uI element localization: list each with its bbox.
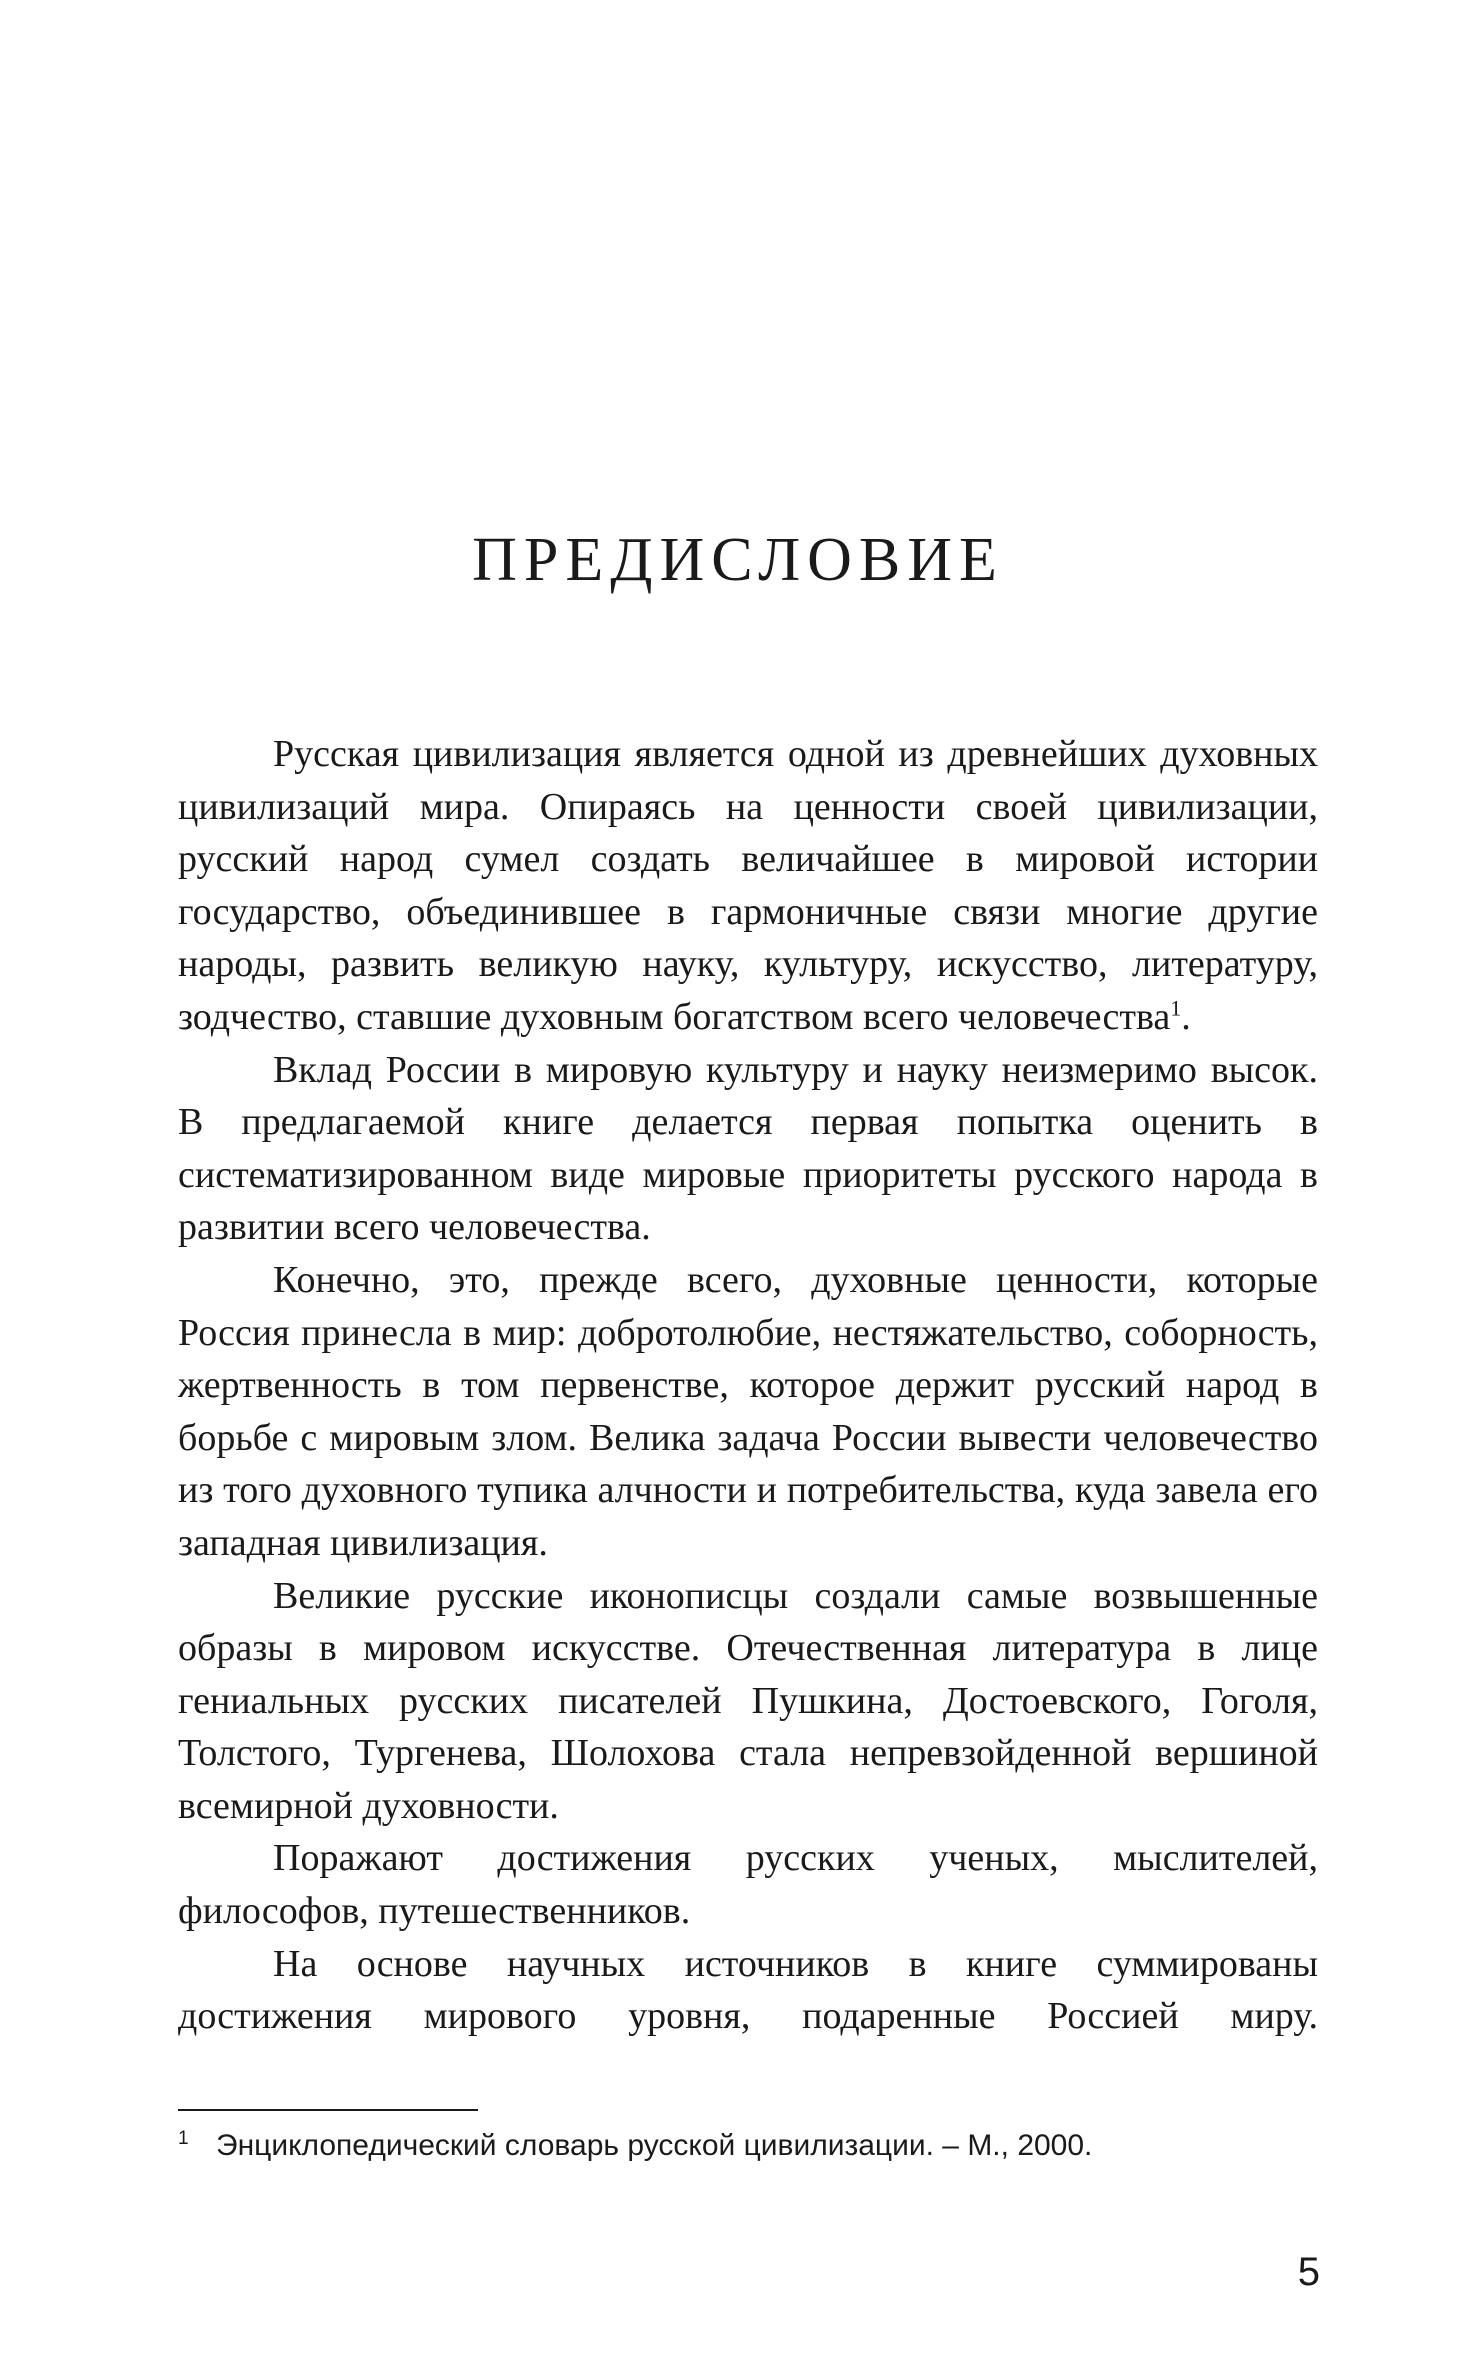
paragraph-1 xyxy=(178,728,1318,1044)
footnote-reference[interactable]: 1 xyxy=(1170,995,1182,1021)
paragraph-2: Вклад России в мировую культуру и науку неизмеримо высок. В предлагаемой книге делается первая попытка оценить в систематизированном виде мировые приоритеты русского народа в развитии всего человечества. xyxy=(178,1048,1318,1249)
body-text xyxy=(178,728,1318,2043)
page-number: 5 xyxy=(1297,2250,1320,2294)
paragraph-1-end: . xyxy=(1181,995,1191,1038)
paragraph-6: На основе научных источников в книге суммированы достижения мирового уровня, подаренные Россией миру. xyxy=(178,1942,1318,2038)
footnote-separator xyxy=(178,2109,478,2111)
footnote-text: Энциклопедический словарь русской цивилизации. – М., 2000. xyxy=(216,2129,1093,2162)
chapter-title: ПРЕДИСЛОВИЕ xyxy=(472,526,1004,594)
paragraph-3: Конечно, это, прежде всего, духовные ценности, которые Россия принесла в мир: добротолюбие, нестяжательство, соборность, жертвенность в том первенстве, которое держит русский народ в борьбе с мировым злом. Велика задача России вывести человечество из того духовного тупика алчности и потребительства, куда завела его западная цивилизация. xyxy=(178,1258,1318,1564)
paragraph-4: Великие русские иконописцы создали самые возвышенные образы в мировом искусстве. Отечественная литература в лице гениальных русских писателей Пушкина, Достоевского, Гоголя, Толстого, Тургенева, Шолохова стала непревзойденной вершиной всемирной духовности. xyxy=(178,1574,1318,1827)
paragraph-1-text: Русская цивилизация является одной из древнейших духовных цивилизаций мира. Опираясь на ценности своей цивилизации, русский народ сумел создать величайшее в мировой истории государство, объединившее в гармоничные связи многие другие народы, развить великую науку, культуру, искусство, литературу, зодчество, ставшие духовным богатством всего человечества xyxy=(178,733,1318,1038)
paragraph-5: Поражают достижения русских ученых, мыслителей, философов, путешественников. xyxy=(178,1837,1318,1933)
footnote: 1 Энциклопедический словарь русской цивилизации. – М., 2000. xyxy=(178,2128,1093,2162)
